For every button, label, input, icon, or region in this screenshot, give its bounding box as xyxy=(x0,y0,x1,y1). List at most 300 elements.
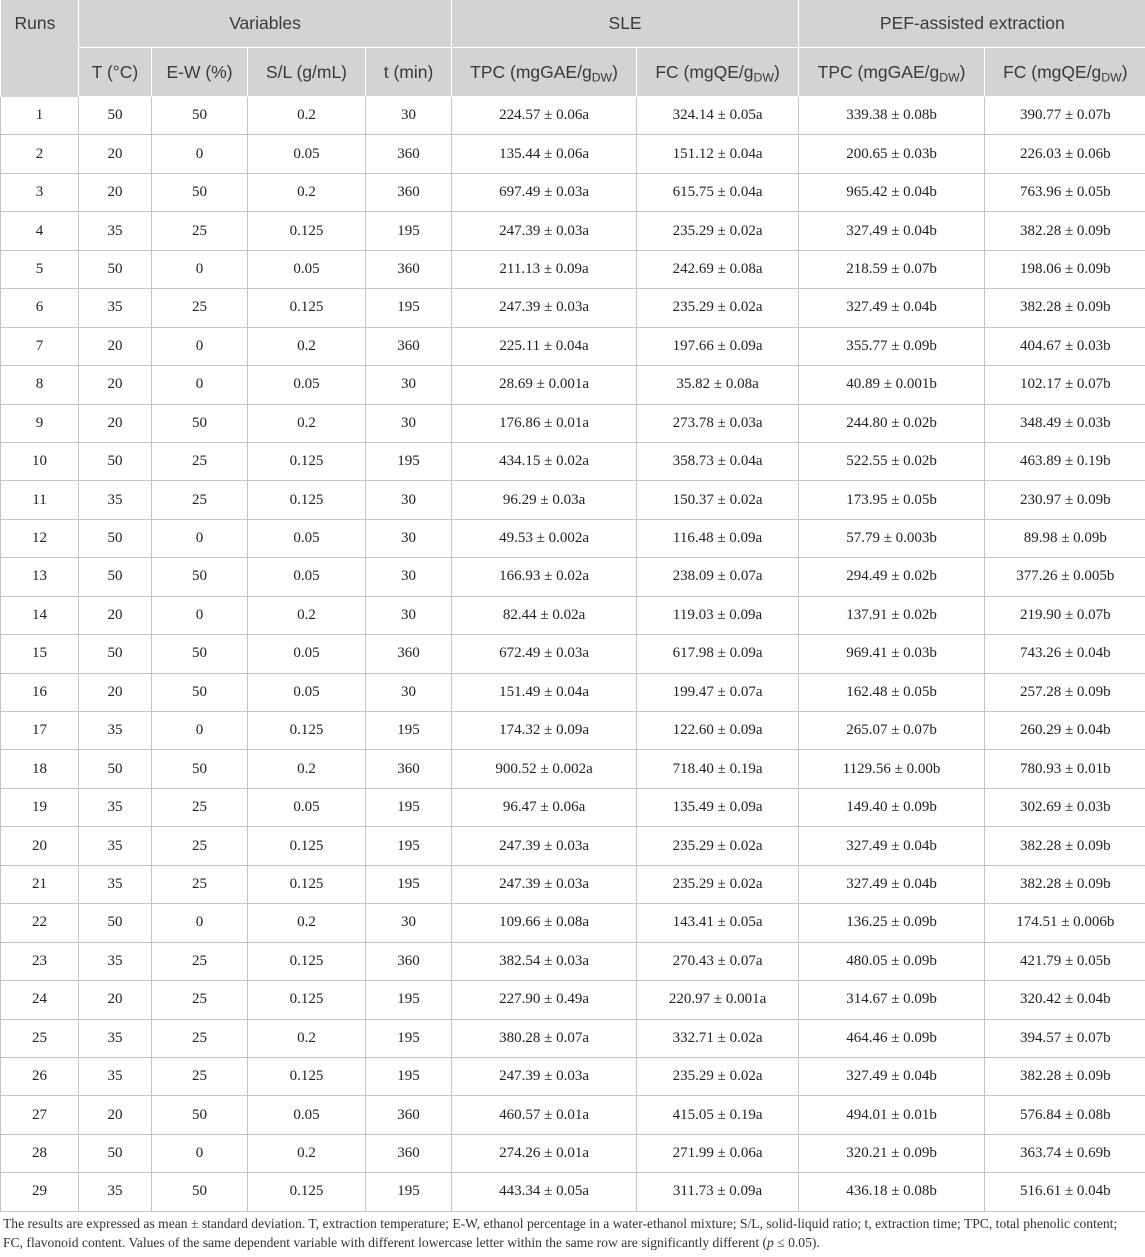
table-cell: 244.80 ± 0.02b xyxy=(799,404,985,442)
table-cell: 0 xyxy=(152,904,248,942)
table-cell: 672.49 ± 0.03a xyxy=(452,635,637,673)
table-cell: 0.2 xyxy=(248,327,366,365)
table-cell: 522.55 ± 0.02b xyxy=(799,442,985,480)
table-cell: 200.65 ± 0.03b xyxy=(799,135,985,173)
table-cell: 360 xyxy=(366,1096,452,1134)
table-row xyxy=(1,519,1145,557)
table-cell: 20 xyxy=(1,827,79,865)
table-cell: 0.125 xyxy=(248,865,366,903)
table-cell: 9 xyxy=(1,404,79,442)
table-footnote: The results are expressed as mean ± standard deviation. T, extraction temperature; E-W, ethanol percentage in a water-ethanol mixture; S/L, solid-liquid ratio; t, extraction time; TPC, total phenolic content; FC, flavonoid content. Values of the same dependent variable with different lowercase letter within the same row are significantly different (p ≤ 0.05). xyxy=(3,1216,1118,1250)
table-row xyxy=(1,904,1145,942)
table-cell: 25 xyxy=(152,1019,248,1057)
table-cell: 227.90 ± 0.49a xyxy=(452,981,637,1019)
table-cell: 7 xyxy=(1,327,79,365)
table-cell: 35 xyxy=(79,712,152,750)
table-cell: 718.40 ± 0.19a xyxy=(637,750,799,788)
table-cell: 151.12 ± 0.04a xyxy=(637,135,799,173)
table-row xyxy=(1,289,1145,327)
table-cell: 30 xyxy=(366,596,452,634)
table-cell: 480.05 ± 0.09b xyxy=(799,942,985,980)
table-cell: 25 xyxy=(152,827,248,865)
table-cell: 50 xyxy=(79,250,152,288)
table-cell: 247.39 ± 0.03a xyxy=(452,1057,637,1095)
table-cell: 415.05 ± 0.19a xyxy=(637,1096,799,1134)
table-cell: 50 xyxy=(79,904,152,942)
table-cell: 0.125 xyxy=(248,942,366,980)
header-pef: PEF-assisted extraction xyxy=(799,0,1145,48)
table-row xyxy=(1,1096,1145,1134)
table-row xyxy=(1,788,1145,826)
table-row xyxy=(1,596,1145,634)
table-cell: 4 xyxy=(1,212,79,250)
table-cell: 25 xyxy=(152,442,248,480)
table-cell: 20 xyxy=(79,135,152,173)
header-temperature: T (°C) xyxy=(79,48,152,97)
table-cell: 0.125 xyxy=(248,212,366,250)
table-cell: 195 xyxy=(366,442,452,480)
table-cell: 0.2 xyxy=(248,1019,366,1057)
table-cell: 30 xyxy=(366,404,452,442)
table-row xyxy=(1,1173,1145,1211)
table-cell: 339.38 ± 0.08b xyxy=(799,97,985,135)
table-cell: 50 xyxy=(152,750,248,788)
table-cell: 0.2 xyxy=(248,750,366,788)
table-cell: 135.49 ± 0.09a xyxy=(637,788,799,826)
table-cell: 965.42 ± 0.04b xyxy=(799,173,985,211)
table-cell: 0 xyxy=(152,250,248,288)
table-cell: 40.89 ± 0.001b xyxy=(799,366,985,404)
table-cell: 247.39 ± 0.03a xyxy=(452,865,637,903)
table-row xyxy=(1,173,1145,211)
table-cell: 30 xyxy=(366,366,452,404)
table-cell: 35 xyxy=(79,1019,152,1057)
table-cell: 30 xyxy=(366,481,452,519)
table-cell: 20 xyxy=(79,366,152,404)
table-cell: 50 xyxy=(152,404,248,442)
table-row xyxy=(1,942,1145,980)
table-row xyxy=(1,981,1145,1019)
table-cell: 615.75 ± 0.04a xyxy=(637,173,799,211)
table-cell: 21 xyxy=(1,865,79,903)
table-cell: 195 xyxy=(366,1173,452,1211)
table-cell: 1129.56 ± 0.00b xyxy=(799,750,985,788)
table-cell: 421.79 ± 0.05b xyxy=(985,942,1145,980)
table-cell: 30 xyxy=(366,519,452,557)
table-row xyxy=(1,827,1145,865)
table-cell: 122.60 ± 0.09a xyxy=(637,712,799,750)
table-row xyxy=(1,673,1145,711)
table-row xyxy=(1,97,1145,135)
table-cell: 0.125 xyxy=(248,712,366,750)
table-cell: 360 xyxy=(366,250,452,288)
table-cell: 24 xyxy=(1,981,79,1019)
table-cell: 50 xyxy=(79,1134,152,1172)
header-pef-tpc: TPC $(mgGAE/g_{DW})$ xyxy=(799,48,985,97)
table-cell: 780.93 ± 0.01b xyxy=(985,750,1145,788)
table-cell: 324.14 ± 0.05a xyxy=(637,97,799,135)
table-cell: 0 xyxy=(152,135,248,173)
table-cell: 697.49 ± 0.03a xyxy=(452,173,637,211)
table-cell: 0.125 xyxy=(248,827,366,865)
table-cell: 260.29 ± 0.04b xyxy=(985,712,1145,750)
table-cell: 14 xyxy=(1,596,79,634)
table-cell: 218.59 ± 0.07b xyxy=(799,250,985,288)
table-cell: 0.05 xyxy=(248,250,366,288)
table-cell: 35 xyxy=(79,1173,152,1211)
table-cell: 360 xyxy=(366,942,452,980)
table-cell: 50 xyxy=(152,673,248,711)
table-cell: 320.21 ± 0.09b xyxy=(799,1134,985,1172)
table-cell: 390.77 ± 0.07b xyxy=(985,97,1145,135)
table-cell: 434.15 ± 0.02a xyxy=(452,442,637,480)
table-cell: 311.73 ± 0.09a xyxy=(637,1173,799,1211)
table-cell: 219.90 ± 0.07b xyxy=(985,596,1145,634)
header-ethanol-water: E-W (%) xyxy=(152,48,248,97)
table-cell: 50 xyxy=(79,97,152,135)
table-cell: 2 xyxy=(1,135,79,173)
table-cell: 25 xyxy=(152,865,248,903)
table-cell: 29 xyxy=(1,1173,79,1211)
table-row xyxy=(1,750,1145,788)
table-cell: 314.67 ± 0.09b xyxy=(799,981,985,1019)
table-cell: 0.2 xyxy=(248,1134,366,1172)
table-cell: 89.98 ± 0.09b xyxy=(985,519,1145,557)
table-cell: 10 xyxy=(1,442,79,480)
table-cell: 35 xyxy=(79,289,152,327)
table-cell: 8 xyxy=(1,366,79,404)
table-cell: 25 xyxy=(1,1019,79,1057)
table-cell: 35 xyxy=(79,827,152,865)
table-row xyxy=(1,712,1145,750)
table-cell: 0.2 xyxy=(248,904,366,942)
table-cell: 50 xyxy=(152,173,248,211)
table-cell: 35.82 ± 0.08a xyxy=(637,366,799,404)
table-cell: 235.29 ± 0.02a xyxy=(637,865,799,903)
table-cell: 50 xyxy=(152,635,248,673)
table-cell: 0.125 xyxy=(248,981,366,1019)
table-cell: 360 xyxy=(366,135,452,173)
table-cell: 162.48 ± 0.05b xyxy=(799,673,985,711)
table-cell: 211.13 ± 0.09a xyxy=(452,250,637,288)
table-cell: 220.97 ± 0.001a xyxy=(637,981,799,1019)
table-cell: 274.26 ± 0.01a xyxy=(452,1134,637,1172)
table-cell: 195 xyxy=(366,865,452,903)
table-cell: 119.03 ± 0.09a xyxy=(637,596,799,634)
table-cell: 35 xyxy=(79,942,152,980)
table-cell: 20 xyxy=(79,404,152,442)
table-cell: 0.125 xyxy=(248,481,366,519)
table-cell: 380.28 ± 0.07a xyxy=(452,1019,637,1057)
table-cell: 20 xyxy=(79,673,152,711)
table-cell: 494.01 ± 0.01b xyxy=(799,1096,985,1134)
table-cell: 382.28 ± 0.09b xyxy=(985,865,1145,903)
table-cell: 763.96 ± 0.05b xyxy=(985,173,1145,211)
table-cell: 20 xyxy=(79,173,152,211)
table-cell: 50 xyxy=(79,750,152,788)
table-cell: 20 xyxy=(79,596,152,634)
table-cell: 464.46 ± 0.09b xyxy=(799,1019,985,1057)
table-cell: 57.79 ± 0.003b xyxy=(799,519,985,557)
table-cell: 50 xyxy=(79,442,152,480)
table-cell: 0 xyxy=(152,1134,248,1172)
table-cell: 327.49 ± 0.04b xyxy=(799,865,985,903)
table-cell: 294.49 ± 0.02b xyxy=(799,558,985,596)
table-cell: 247.39 ± 0.03a xyxy=(452,289,637,327)
table-cell: 377.26 ± 0.005b xyxy=(985,558,1145,596)
table-cell: 247.39 ± 0.03a xyxy=(452,212,637,250)
table-cell: 176.86 ± 0.01a xyxy=(452,404,637,442)
table-cell: 242.69 ± 0.08a xyxy=(637,250,799,288)
table-cell: 360 xyxy=(366,750,452,788)
table-cell: 363.74 ± 0.69b xyxy=(985,1134,1145,1172)
table-cell: 25 xyxy=(152,942,248,980)
table-cell: 20 xyxy=(79,327,152,365)
table-row xyxy=(1,135,1145,173)
table-cell: 50 xyxy=(152,97,248,135)
table-cell: 302.69 ± 0.03b xyxy=(985,788,1145,826)
header-pef-fc: FC $(mgQE/g_{DW})$ xyxy=(985,48,1145,97)
table-cell: 195 xyxy=(366,712,452,750)
table-cell: 257.28 ± 0.09b xyxy=(985,673,1145,711)
table-cell: 225.11 ± 0.04a xyxy=(452,327,637,365)
table-cell: 327.49 ± 0.04b xyxy=(799,212,985,250)
table-cell: 35 xyxy=(79,212,152,250)
table-cell: 235.29 ± 0.02a xyxy=(637,1057,799,1095)
table-cell: 355.77 ± 0.09b xyxy=(799,327,985,365)
table-cell: 0.05 xyxy=(248,135,366,173)
table-cell: 382.28 ± 0.09b xyxy=(985,289,1145,327)
table-cell: 28.69 ± 0.001a xyxy=(452,366,637,404)
table-row xyxy=(1,1019,1145,1057)
table-header xyxy=(1,0,1145,97)
table-cell: 25 xyxy=(152,1057,248,1095)
table-cell: 13 xyxy=(1,558,79,596)
table-cell: 197.66 ± 0.09a xyxy=(637,327,799,365)
table-cell: 743.26 ± 0.04b xyxy=(985,635,1145,673)
table-row xyxy=(1,212,1145,250)
table-row xyxy=(1,327,1145,365)
header-solid-liquid: S/L (g/mL) xyxy=(248,48,366,97)
table-cell: 327.49 ± 0.04b xyxy=(799,1057,985,1095)
table-cell: 320.42 ± 0.04b xyxy=(985,981,1145,1019)
header-runs: Runs xyxy=(1,0,79,97)
table-cell: 150.37 ± 0.02a xyxy=(637,481,799,519)
table-cell: 25 xyxy=(152,788,248,826)
table-cell: 174.32 ± 0.09a xyxy=(452,712,637,750)
table-cell: 0.2 xyxy=(248,97,366,135)
table-cell: 332.71 ± 0.02a xyxy=(637,1019,799,1057)
table-body xyxy=(1,97,1145,1212)
table-cell: 30 xyxy=(366,558,452,596)
table-cell: 15 xyxy=(1,635,79,673)
table-cell: 382.28 ± 0.09b xyxy=(985,1057,1145,1095)
table-cell: 617.98 ± 0.09a xyxy=(637,635,799,673)
table-cell: 26 xyxy=(1,1057,79,1095)
table-cell: 0.05 xyxy=(248,1096,366,1134)
table-cell: 0.125 xyxy=(248,442,366,480)
table-cell: 173.95 ± 0.05b xyxy=(799,481,985,519)
table-cell: 404.67 ± 0.03b xyxy=(985,327,1145,365)
table-cell: 195 xyxy=(366,827,452,865)
table-cell: 35 xyxy=(79,1057,152,1095)
table-cell: 0.125 xyxy=(248,289,366,327)
table-cell: 1 xyxy=(1,97,79,135)
table-cell: 20 xyxy=(79,981,152,1019)
table-cell: 460.57 ± 0.01a xyxy=(452,1096,637,1134)
table-row xyxy=(1,1134,1145,1172)
table-cell: 273.78 ± 0.03a xyxy=(637,404,799,442)
table-cell: 0.2 xyxy=(248,404,366,442)
table-cell: 360 xyxy=(366,635,452,673)
table-cell: 443.34 ± 0.05a xyxy=(452,1173,637,1211)
table-cell: 102.17 ± 0.07b xyxy=(985,366,1145,404)
table-cell: 0 xyxy=(152,519,248,557)
table-cell: 28 xyxy=(1,1134,79,1172)
table-cell: 23 xyxy=(1,942,79,980)
table-cell: 149.40 ± 0.09b xyxy=(799,788,985,826)
table-cell: 27 xyxy=(1,1096,79,1134)
table-cell: 30 xyxy=(366,673,452,711)
table-cell: 224.57 ± 0.06a xyxy=(452,97,637,135)
table-cell: 195 xyxy=(366,788,452,826)
table-cell: 394.57 ± 0.07b xyxy=(985,1019,1145,1057)
table-cell: 174.51 ± 0.006b xyxy=(985,904,1145,942)
table-cell: 0 xyxy=(152,712,248,750)
table-cell: 143.41 ± 0.05a xyxy=(637,904,799,942)
table-row xyxy=(1,366,1145,404)
table-cell: 382.54 ± 0.03a xyxy=(452,942,637,980)
table-cell: 238.09 ± 0.07a xyxy=(637,558,799,596)
table-cell: 360 xyxy=(366,1134,452,1172)
table-cell: 30 xyxy=(366,97,452,135)
table-cell: 0 xyxy=(152,366,248,404)
table-cell: 22 xyxy=(1,904,79,942)
table-cell: 327.49 ± 0.04b xyxy=(799,289,985,327)
table-row xyxy=(1,250,1145,288)
table-row xyxy=(1,1057,1145,1095)
table-cell: 198.06 ± 0.09b xyxy=(985,250,1145,288)
table-cell: 195 xyxy=(366,981,452,1019)
table-cell: 230.97 ± 0.09b xyxy=(985,481,1145,519)
table-cell: 463.89 ± 0.19b xyxy=(985,442,1145,480)
table-cell: 247.39 ± 0.03a xyxy=(452,827,637,865)
table-cell: 360 xyxy=(366,327,452,365)
table-cell: 195 xyxy=(366,1019,452,1057)
table-cell: 30 xyxy=(366,904,452,942)
table-cell: 50 xyxy=(152,1096,248,1134)
table-cell: 50 xyxy=(152,558,248,596)
table-cell: 35 xyxy=(79,481,152,519)
table-row xyxy=(1,442,1145,480)
table-cell: 576.84 ± 0.08b xyxy=(985,1096,1145,1134)
table-cell: 235.29 ± 0.02a xyxy=(637,827,799,865)
table-cell: 82.44 ± 0.02a xyxy=(452,596,637,634)
table-cell: 12 xyxy=(1,519,79,557)
table-cell: 50 xyxy=(79,558,152,596)
table-cell: 195 xyxy=(366,212,452,250)
header-time: t (min) xyxy=(366,48,452,97)
table-cell: 360 xyxy=(366,173,452,211)
table-cell: 96.29 ± 0.03a xyxy=(452,481,637,519)
table-row xyxy=(1,635,1145,673)
table-cell: 382.28 ± 0.09b xyxy=(985,827,1145,865)
table-cell: 265.07 ± 0.07b xyxy=(799,712,985,750)
table-cell: 166.93 ± 0.02a xyxy=(452,558,637,596)
table-cell: 226.03 ± 0.06b xyxy=(985,135,1145,173)
table-cell: 382.28 ± 0.09b xyxy=(985,212,1145,250)
header-sle: SLE xyxy=(452,0,799,48)
table-cell: 25 xyxy=(152,289,248,327)
table-cell: 436.18 ± 0.08b xyxy=(799,1173,985,1211)
table-cell: 0.05 xyxy=(248,635,366,673)
table-cell: 0 xyxy=(152,596,248,634)
table-cell: 25 xyxy=(152,981,248,1019)
table-cell: 25 xyxy=(152,212,248,250)
table-cell: 136.25 ± 0.09b xyxy=(799,904,985,942)
table-cell: 0 xyxy=(152,327,248,365)
table-cell: 0.125 xyxy=(248,1173,366,1211)
table-cell: 135.44 ± 0.06a xyxy=(452,135,637,173)
table-cell: 11 xyxy=(1,481,79,519)
table-cell: 0.125 xyxy=(248,1057,366,1095)
header-sle-tpc: TPC $(mgGAE/g_{DW})$ xyxy=(452,48,637,97)
table-cell: 19 xyxy=(1,788,79,826)
table-cell: 0.05 xyxy=(248,558,366,596)
table-cell: 199.47 ± 0.07a xyxy=(637,673,799,711)
table-cell: 235.29 ± 0.02a xyxy=(637,212,799,250)
table-cell: 195 xyxy=(366,289,452,327)
table-row xyxy=(1,558,1145,596)
table-cell: 348.49 ± 0.03b xyxy=(985,404,1145,442)
table-row xyxy=(1,481,1145,519)
table-cell: 270.43 ± 0.07a xyxy=(637,942,799,980)
table-cell: 109.66 ± 0.08a xyxy=(452,904,637,942)
table-cell: 6 xyxy=(1,289,79,327)
table-cell: 16 xyxy=(1,673,79,711)
table-cell: 5 xyxy=(1,250,79,288)
table-cell: 969.41 ± 0.03b xyxy=(799,635,985,673)
table-row xyxy=(1,865,1145,903)
table-cell: 0.05 xyxy=(248,519,366,557)
table-cell: 50 xyxy=(152,1173,248,1211)
table-cell: 0.2 xyxy=(248,596,366,634)
table-cell: 137.91 ± 0.02b xyxy=(799,596,985,634)
table-cell: 0.05 xyxy=(248,788,366,826)
table-cell: 35 xyxy=(79,865,152,903)
table-cell: 49.53 ± 0.002a xyxy=(452,519,637,557)
table-cell: 271.99 ± 0.06a xyxy=(637,1134,799,1172)
header-sle-fc: FC $(mgQE/g_{DW})$ xyxy=(637,48,799,97)
table-cell: 195 xyxy=(366,1057,452,1095)
table-cell: 3 xyxy=(1,173,79,211)
table-cell: 0.05 xyxy=(248,366,366,404)
table-cell: 0.2 xyxy=(248,173,366,211)
table-cell: 50 xyxy=(79,635,152,673)
table-cell: 50 xyxy=(79,519,152,557)
table-cell: 35 xyxy=(79,788,152,826)
header-variables: Variables xyxy=(79,0,452,48)
table-cell: 18 xyxy=(1,750,79,788)
table-cell: 235.29 ± 0.02a xyxy=(637,289,799,327)
table-cell: 0.05 xyxy=(248,673,366,711)
table-cell: 151.49 ± 0.04a xyxy=(452,673,637,711)
table-row xyxy=(1,404,1145,442)
table-cell: 25 xyxy=(152,481,248,519)
table-cell: 900.52 ± 0.002a xyxy=(452,750,637,788)
table-cell: 358.73 ± 0.04a xyxy=(637,442,799,480)
table-cell: 20 xyxy=(79,1096,152,1134)
